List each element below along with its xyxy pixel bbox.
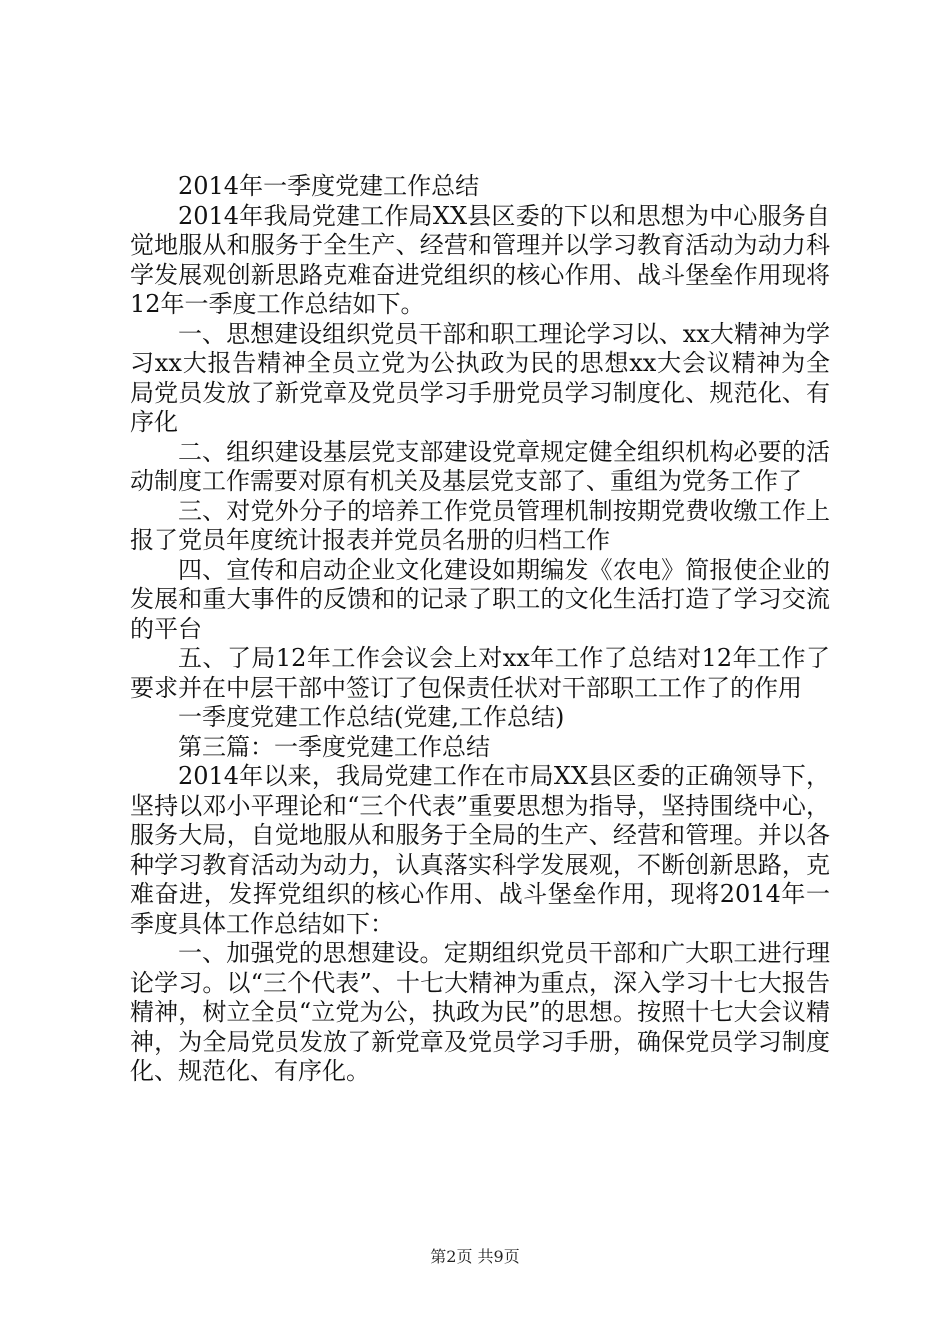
section-three-paragraph: 三、对党外分子的培养工作党员管理机制按期党费收缴工作上报了党员年度统计报表并党员名册的归档工作 <box>130 496 830 554</box>
section-five-paragraph: 五、了局12年工作会议会上对xx年工作了总结对12年工作了要求并在中层干部中签订了包保责任状对干部职工工作了的作用 <box>130 644 830 702</box>
page-number-footer: 第2页 共9页 <box>430 1247 520 1266</box>
section-two-paragraph: 二、组织建设基层党支部建设党章规定健全组织机构必要的活动制度工作需要对原有机关及基层党支部了、重组为党务工作了 <box>130 437 830 495</box>
chapter-section-one-paragraph: 一、加强党的思想建设。定期组织党员干部和广大职工进行理论学习。以“三个代表”、十七大精神为重点，深入学习十七大报告精神，树立全员“立党为公，执政为民”的思想。按照十七大会议精神，为全局党员发放了新党章及党员学习手册，确保党员学习制度化、规范化、有序化。 <box>130 939 830 1085</box>
document-body <box>130 172 830 1087</box>
summary-title-line: 一季度党建工作总结(党建,工作总结) <box>178 703 565 731</box>
chapter-heading: 第三篇：一季度党建工作总结 <box>178 732 490 761</box>
section-four-paragraph: 四、宣传和启动企业文化建设如期编发《农电》简报使企业的发展和重大事件的反馈和的记录了职工的文化生活打造了学习交流的平台 <box>130 555 830 643</box>
intro-paragraph: 2014年我局党建工作局XX县区委的下以和思想为中心服务自觉地服从和服务于全生产、经营和管理并以学习教育活动为动力科学发展观创新思路克难奋进党组织的核心作用、战斗堡垒作用现将12年一季度工作总结如下。 <box>130 201 830 318</box>
chapter-intro-paragraph: 2014年以来，我局党建工作在市局XX县区委的正确领导下，坚持以邓小平理论和“三个代表”重要思想为指导，坚持围绕中心，服务大局，自觉地服从和服务于全局的生产、经营和管理。并以各种学习教育活动为动力，认真落实科学发展观，不断创新思路，克难奋进，发挥党组织的核心作用、战斗堡垒作用，现将2014年一季度具体工作总结如下： <box>130 762 830 938</box>
document-title: 2014年一季度党建工作总结 <box>178 172 480 200</box>
section-one-paragraph: 一、思想建设组织党员干部和职工理论学习以、xx大精神为学习xx大报告精神全员立党为公执政为民的思想xx大会议精神为全局党员发放了新党章及党员学习手册党员学习制度化、规范化、有序化 <box>130 319 830 436</box>
